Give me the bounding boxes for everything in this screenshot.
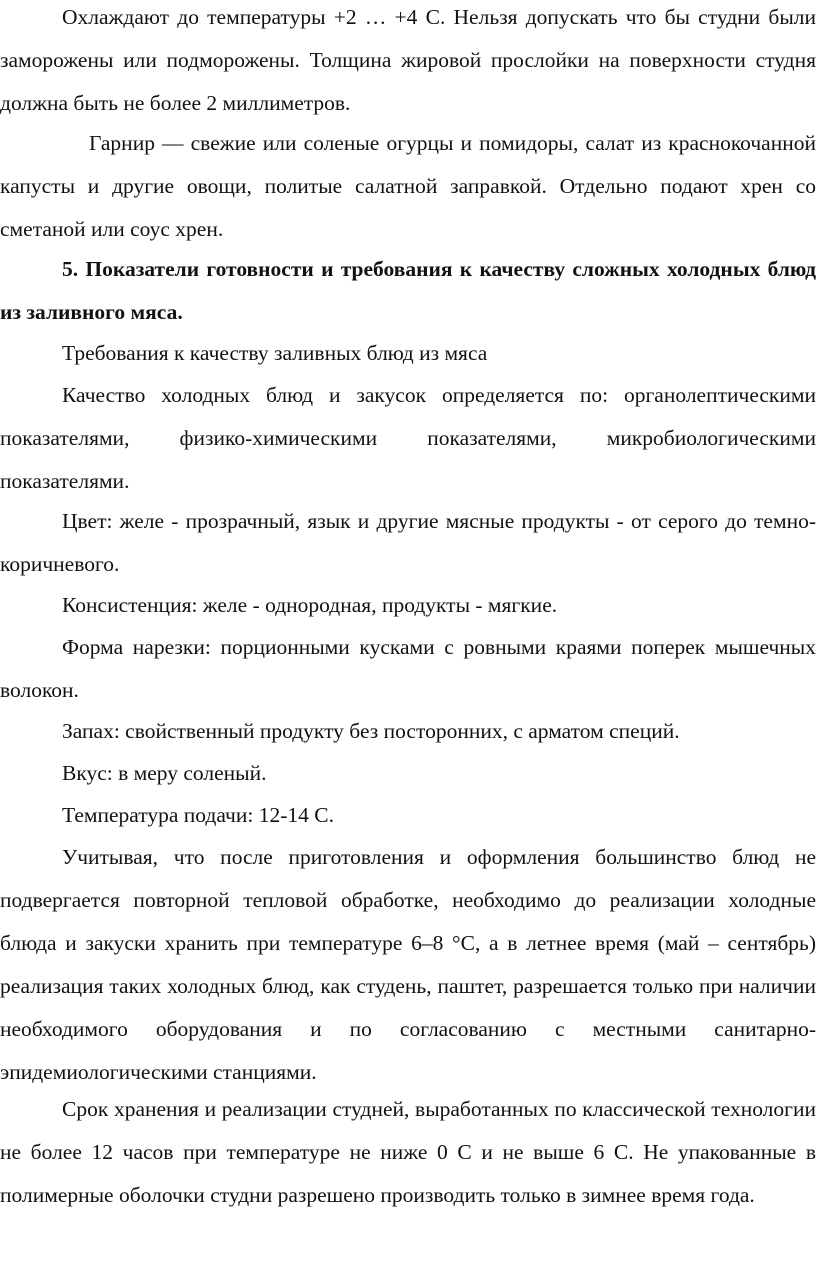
paragraph-storage-temperature: Охлаждают до температуры +2 … +4 С. Нельзя допускать что бы студни были заморожены или подморожены. Толщина жировой прослойки на поверхности студня должна быть не более 2 миллиметров. <box>0 5 816 115</box>
paragraph-taste: Вкус: в меру соленый. <box>62 761 267 785</box>
paragraph-garnish: Гарнир — свежие или соленые огурцы и помидоры, салат из краснокочанной капусты и другие овощи, политые салатной заправкой. Отдельно подают хрен со сметаной или соус хрен. <box>0 131 816 241</box>
paragraph-cut-shape: Форма нарезки: порционными кусками с ровными краями поперек мышечных волокон. <box>0 635 816 702</box>
paragraph-storage-conditions: Учитывая, что после приготовления и оформления большинство блюд не подвергается повторной тепловой обработке, необходимо до реализации холодные блюда и закуски хранить при температуре 6–8 °С, а в летнее время (май – сентябрь) реализация таких холодных блюд, как студень, паштет, разрешается только при наличии необходимого оборудования и по согласованию с местными санитарно-эпидемиологическими станциями. <box>0 845 816 1084</box>
paragraph-color: Цвет: желе - прозрачный, язык и другие мясные продукты - от серого до темно-коричневого. <box>0 509 816 576</box>
paragraph-quality-indicators: Качество холодных блюд и закусок определяется по: органолептическими показателями, физико-химическими показателями, микробиологическими показателями. <box>0 383 816 493</box>
paragraph-requirements-title: Требования к качеству заливных блюд из мяса <box>62 341 488 365</box>
paragraph-consistency: Консистенция: желе - однородная, продукты - мягкие. <box>62 593 558 617</box>
paragraph-smell: Запах: свойственный продукту без посторонних, с арматом специй. <box>62 719 680 743</box>
paragraph-serving-temperature: Температура подачи: 12-14 С. <box>62 803 334 827</box>
paragraph-shelf-life: Срок хранения и реализации студней, выработанных по классической технологии не более 12 часов при температуре не ниже 0 С и не выше 6 С. Не упакованные в полимерные оболочки студни разрешено производить только в зимнее время года. <box>0 1097 816 1207</box>
section-heading: 5. Показатели готовности и требования к качеству сложных холодных блюд из заливного мяса. <box>0 257 816 324</box>
